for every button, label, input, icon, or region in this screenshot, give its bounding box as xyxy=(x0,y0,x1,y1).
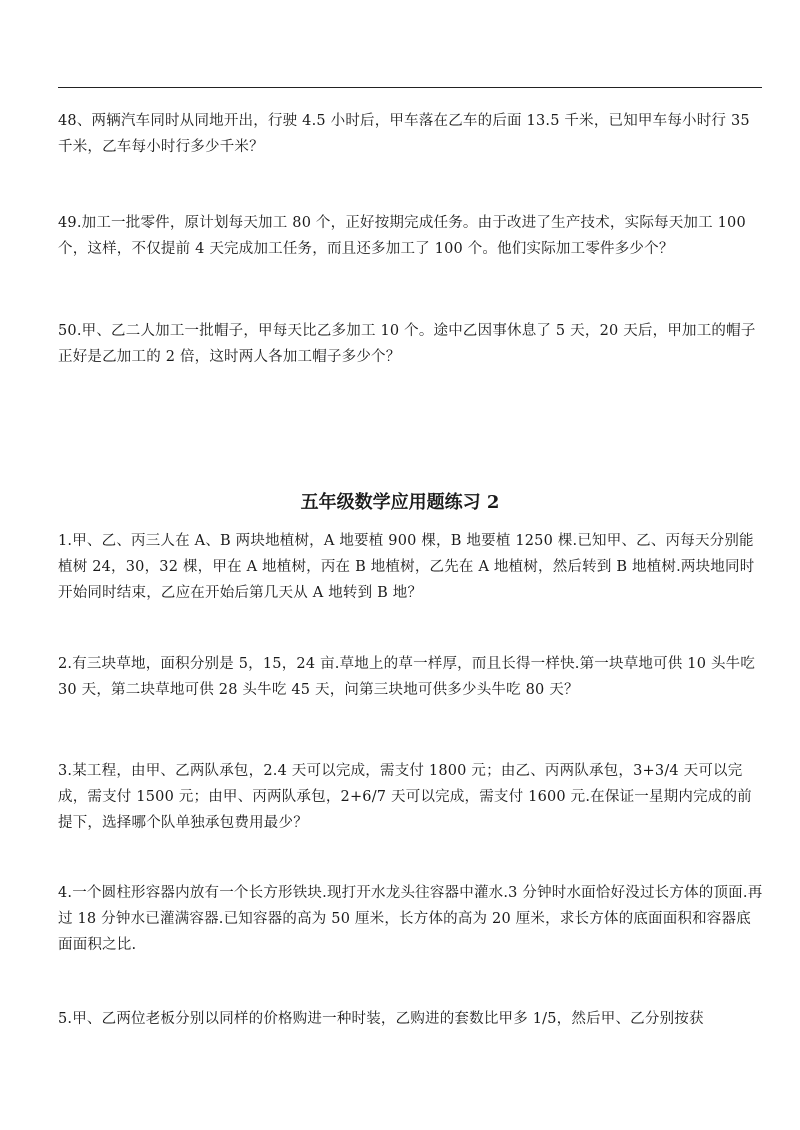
problem-48: 48、两辆汽车同时从同地开出，行驶 4.5 小时后，甲车落在乙车的后面 13.5 千米，已知甲车每小时行 35 千米，乙车每小时行多少千米？ xyxy=(58,113,750,155)
problem-50: 50.甲、乙二人加工一批帽子，甲每天比乙多加工 10 个。途中乙因事休息了 5 天，20 天后，甲加工的帽子正好是乙加工的 2 倍，这时两人各加工帽子多少个？ xyxy=(58,323,756,365)
section-title: 五年级数学应用题练习 2 xyxy=(300,492,500,513)
problem-49: 49.加工一批零件，原计划每天加工 80 个，正好按期完成任务。由于改进了生产技术，实际每天加工 100 个，这样，不仅提前 4 天完成加工任务，而且还多加工了 100 个。他们实际加工零件多少个？ xyxy=(58,215,746,257)
problem-3: 3.某工程，由甲、乙两队承包，2.4 天可以完成，需支付 1800 元；由乙、丙两队承包，3+3/4 天可以完成，需支付 1500 元；由甲、丙两队承包，2+6/7 天可以完成，需支付 1600 元.在保证一星期内完成的前提下，选择哪个队单独承包费用最少？ xyxy=(58,763,752,831)
problem-2: 2.有三块草地，面积分别是 5，15，24 亩.草地上的草一样厚，而且长得一样快.第一块草地可供 10 头牛吃 30 天，第二块草地可供 28 头牛吃 45 天，问第三块地可供多少头牛吃 80 天？ xyxy=(58,656,756,698)
problem-1: 1.甲、乙、丙三人在 A、B 两块地植树，A 地要植 900 棵，B 地要植 1250 棵.已知甲、乙、丙每天分别能植树 24，30，32 棵，甲在 A 地植树，丙在 B 地植树，乙先在 A 地植树，然后转到 B 地植树.两块地同时开始同时结束，乙应在开始后第几天从 A 地转到 B 地？ xyxy=(58,533,755,601)
page-header-rule xyxy=(58,87,762,88)
problem-4: 4.一个圆柱形容器内放有一个长方形铁块.现打开水龙头往容器中灌水.3 分钟时水面恰好没过长方体的顶面.再过 18 分钟水已灌满容器.已知容器的高为 50 厘米，长方体的高为 20 厘米，求长方体的底面面积和容器底面面积之比. xyxy=(58,885,763,953)
problem-5: 5.甲、乙两位老板分别以同样的价格购进一种时装，乙购进的套数比甲多 1/5，然后甲、乙分别按获 xyxy=(58,1011,704,1027)
